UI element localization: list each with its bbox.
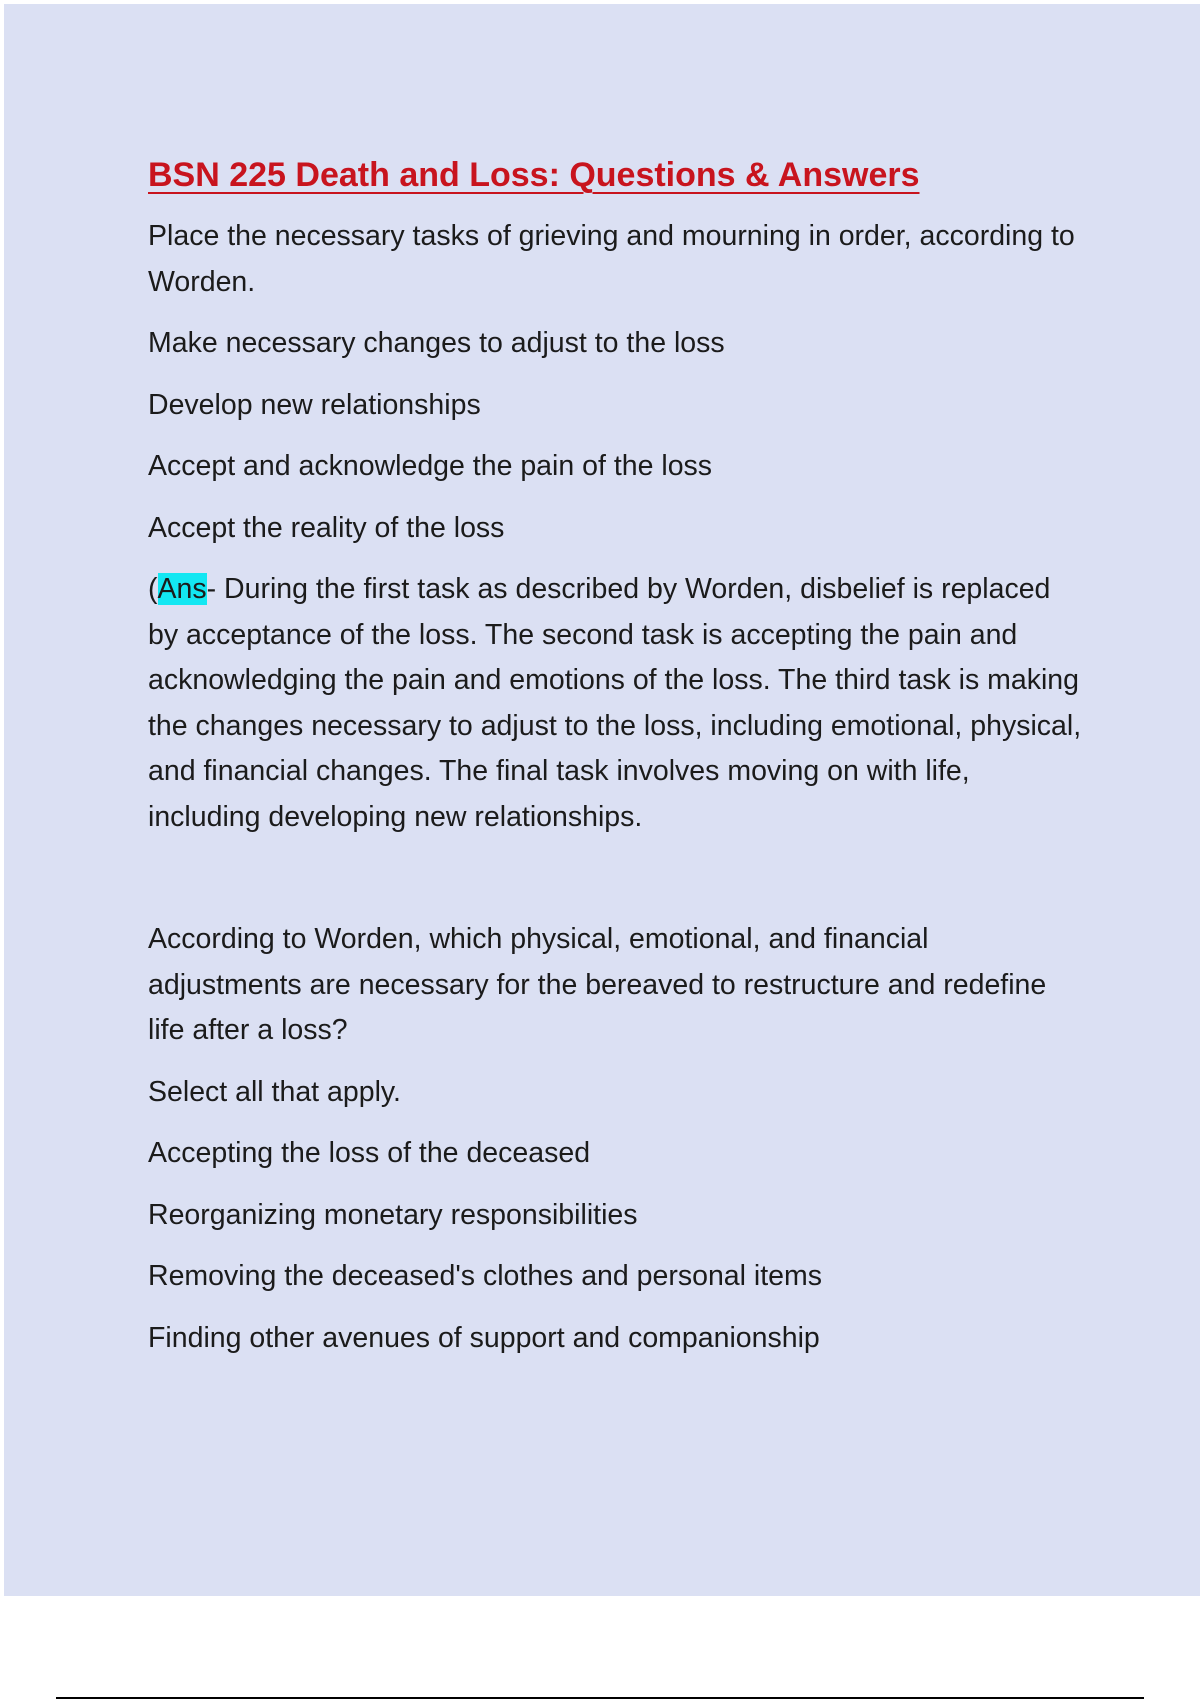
question-2-option-4: Finding other avenues of support and companionship [148, 1321, 820, 1354]
section-spacer [148, 856, 1088, 917]
question-1-option-2: Develop new relationships [148, 388, 481, 421]
question-2-option-1: Accepting the loss of the deceased [148, 1137, 591, 1169]
answer-open-paren: ( [148, 573, 158, 605]
document-content [148, 150, 1088, 1377]
question-2-option-2: Reorganizing monetary responsibilities [148, 1198, 638, 1231]
footer-divider [56, 1697, 1144, 1699]
question-1-prompt: Place the necessary tasks of grieving and mourning in order, according to Worden. [148, 220, 1075, 298]
question-2-instruction: Select all that apply. [148, 1075, 401, 1108]
question-2-option-3: Removing the deceased's clothes and personal items [148, 1260, 822, 1292]
question-1-answer [148, 567, 1088, 840]
question-1-option-1: Make necessary changes to adjust to the loss [148, 327, 725, 359]
document-title: BSN 225 Death and Loss: Questions & Answers [148, 156, 920, 194]
answer-explanation: - During the first task as described by Worden, disbelief is replaced by acceptance of the loss. The second task is accepting the pain and acknowledging the pain and emotions of the loss. The third task is making the changes necessary to adjust to the loss, including emotional, physical, and financial changes. The final task involves moving on with life, including developing new relationships. [148, 573, 1082, 833]
question-1-option-3: Accept and acknowledge the pain of the loss [148, 450, 713, 482]
answer-label-highlight: Ans [157, 573, 207, 605]
question-1-option-4: Accept the reality of the loss [148, 511, 505, 544]
question-2-prompt: According to Worden, which physical, emotional, and financial adjustments are necessary for the bereaved to restructure and redefine life after a loss? [148, 923, 1047, 1046]
